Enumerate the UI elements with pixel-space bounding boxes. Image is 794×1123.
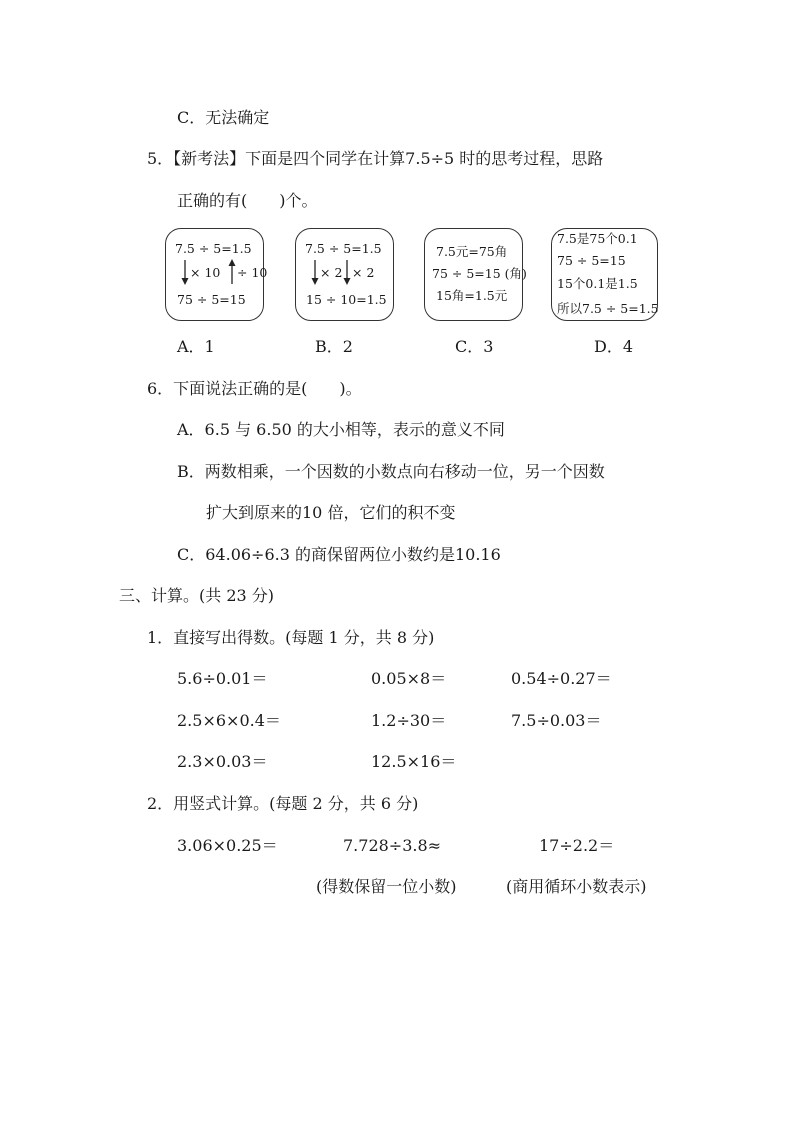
- q5-card-d: [551, 228, 658, 321]
- vertical-calc-item: 7.728÷3.8≈: [343, 836, 442, 855]
- card-b-left-operation: × 2: [320, 265, 343, 280]
- q5-card-b: [295, 228, 394, 321]
- calc-item: 0.54÷0.27＝: [511, 669, 612, 688]
- card-d-line-3: 15个0.1是1.5: [557, 276, 638, 291]
- q5-card-a: [165, 228, 268, 321]
- vertical-calc-item: 17÷2.2＝: [539, 836, 615, 855]
- calc-item: 0.05×8＝: [371, 669, 447, 688]
- card-a-left-operation: × 10: [190, 265, 221, 280]
- calc-item: 12.5×16＝: [371, 752, 457, 771]
- section-3-title: 三、计算。(共 23 分): [119, 586, 275, 605]
- q5-card-c: [424, 228, 527, 321]
- card-d-line-2: 75 ÷ 5=15: [557, 253, 626, 268]
- q6-option-c: C．64.06÷6.3 的商保留两位小数约是10.16: [177, 545, 501, 564]
- calc-item: 2.5×6×0.4＝: [177, 711, 281, 730]
- q6-option-b-line2: 扩大到原来的10 倍，它们的积不变: [206, 503, 456, 522]
- down-arrow-icon: [181, 260, 189, 286]
- card-b-top-equation: 7.5 ÷ 5=1.5: [305, 241, 382, 256]
- section-3-sub1-title: 1．直接写出得数。(每题 1 分，共 8 分): [147, 628, 435, 647]
- card-a-bottom-equation: 75 ÷ 5=15: [177, 292, 246, 307]
- card-b-bottom-equation: 15 ÷ 10=1.5: [306, 292, 387, 307]
- up-arrow-icon: [228, 258, 236, 284]
- vertical-calc-item: 3.06×0.25＝: [177, 836, 278, 855]
- section-3-sub2-title: 2．用竖式计算。(每题 2 分，共 6 分): [147, 794, 419, 813]
- card-a-top-equation: 7.5 ÷ 5=1.5: [175, 241, 252, 256]
- card-c-line-3: 15角=1.5元: [436, 288, 508, 303]
- q5-option-b: B．2: [315, 337, 353, 356]
- card-d-line-4: 所以7.5 ÷ 5=1.5: [557, 301, 659, 316]
- q4-option-c: C．无法确定: [177, 108, 270, 127]
- calc-item: 1.2÷30＝: [371, 711, 447, 730]
- down-arrow-icon: [343, 260, 351, 286]
- q6-option-a: A．6.5 与 6.50 的大小相等，表示的意义不同: [177, 420, 505, 439]
- card-c-line-1: 7.5元=75角: [436, 244, 508, 259]
- card-c-line-2: 75 ÷ 5=15 (角): [432, 266, 527, 281]
- calc-item: 7.5÷0.03＝: [511, 711, 602, 730]
- q5-option-d: D．4: [594, 337, 634, 356]
- down-arrow-icon: [311, 260, 319, 286]
- calc-item: 5.6÷0.01＝: [177, 669, 268, 688]
- vertical-calc-note: (商用循环小数表示): [506, 877, 647, 896]
- calc-item: 2.3×0.03＝: [177, 752, 268, 771]
- q6-stem: 6．下面说法正确的是( )。: [147, 379, 362, 398]
- q5-stem-line1: 5．【新考法】下面是四个同学在计算7.5÷5 时的思考过程，思路: [147, 149, 604, 168]
- q5-option-c: C．3: [455, 337, 494, 356]
- q5-stem-line2: 正确的有( )个。: [177, 191, 318, 210]
- card-d-line-1: 7.5是75个0.1: [557, 231, 638, 246]
- card-a-right-operation: ÷ 10: [237, 265, 268, 280]
- q6-option-b-line1: B．两数相乘，一个因数的小数点向右移动一位，另一个因数: [177, 462, 605, 481]
- vertical-calc-note: (得数保留一位小数): [316, 877, 457, 896]
- q5-option-a: A．1: [177, 337, 215, 356]
- card-b-right-operation: × 2: [352, 265, 375, 280]
